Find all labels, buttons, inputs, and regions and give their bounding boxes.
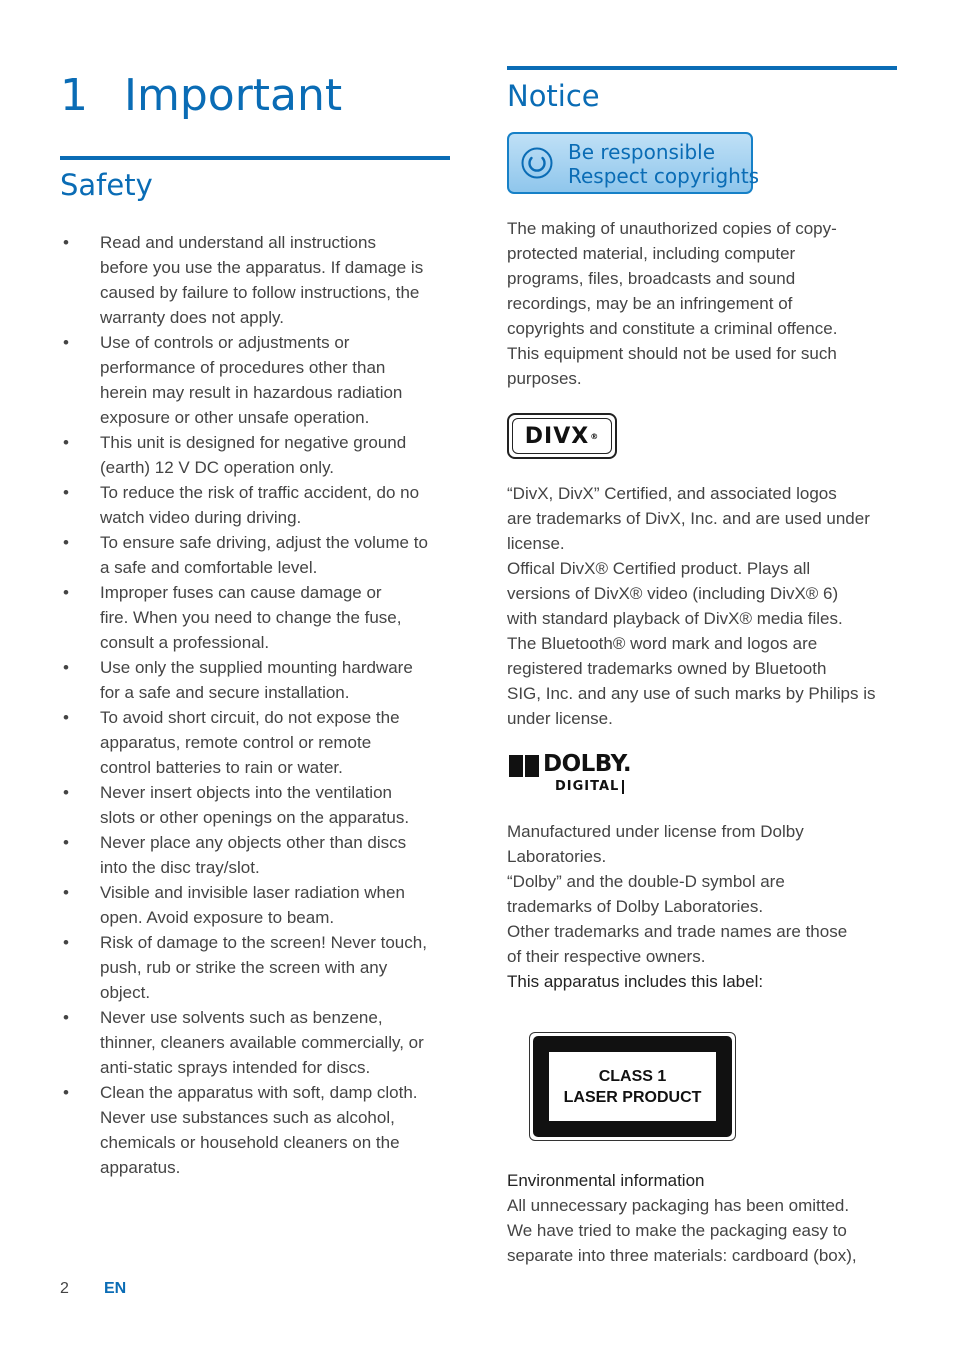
bullet: • (63, 433, 69, 452)
safety-item-line: Read and understand all instructions (100, 233, 376, 252)
safety-item (60, 1080, 450, 1180)
environmental-line: We have tried to make the packaging easy to (507, 1221, 847, 1240)
safety-item-line: Never place any objects other than discs (100, 833, 407, 852)
safety-rule (60, 156, 450, 160)
safety-item-line: anti-static sprays intended for discs. (100, 1058, 371, 1077)
safety-item-line: Clean the apparatus with soft, damp cloth. (100, 1083, 418, 1102)
safety-item-line: before you use the apparatus. If damage is (100, 258, 424, 277)
safety-item (60, 580, 450, 655)
right-column (507, 66, 897, 1268)
divx-line: registered trademarks owned by Bluetooth (507, 659, 827, 678)
safety-item-line: thinner, cleaners available commercially, or (100, 1033, 424, 1052)
dolby-line: Manufactured under license from Dolby (507, 822, 804, 841)
bullet: • (63, 583, 69, 602)
safety-item-line: apparatus, remote control or remote (100, 733, 372, 752)
bullet: • (63, 658, 69, 677)
safety-item (60, 705, 450, 780)
laser-label-line-2: LASER PRODUCT (563, 1088, 702, 1106)
safety-item-line: warranty does not apply. (100, 308, 284, 327)
dolby-logo-word: DOLBY. (543, 751, 632, 777)
bullet: • (63, 533, 69, 552)
safety-item-line: Risk of damage to the screen! Never touch, (100, 933, 427, 952)
safety-item-line: for a safe and secure installation. (100, 683, 350, 702)
bullet: • (63, 833, 69, 852)
dolby-line: “Dolby” and the double-D symbol are (507, 872, 785, 891)
double-d-icon (509, 755, 539, 777)
safety-item (60, 830, 450, 880)
safety-list (60, 230, 450, 1180)
divx-line: license. (507, 534, 565, 553)
copyright-line: purposes. (507, 369, 582, 388)
safety-item-line: To reduce the risk of traffic accident, do no (100, 483, 420, 502)
safety-item-line: push, rub or strike the screen with any (100, 958, 388, 977)
safety-item-line: This unit is designed for negative ground (100, 433, 407, 452)
copyright-line: The making of unauthorized copies of copy- (507, 219, 837, 238)
safety-item-line: exposure or other unsafe operation. (100, 408, 370, 427)
divx-line: under license. (507, 709, 613, 728)
dolby-logo (507, 751, 632, 797)
safety-item-line: Use only the supplied mounting hardware (100, 658, 413, 677)
safety-item (60, 230, 450, 330)
divx-line: SIG, Inc. and any use of such marks by Philips is (507, 684, 876, 703)
laser-label-line-1: CLASS 1 (598, 1067, 667, 1085)
safety-item (60, 780, 450, 830)
safety-item (60, 430, 450, 480)
bullet: • (63, 783, 69, 802)
divx-line: Offical DivX® Certified product. Plays all (507, 559, 811, 578)
safety-item-line: Visible and invisible laser radiation when (100, 883, 405, 902)
safety-item-line: Never use solvents such as benzene, (100, 1008, 383, 1027)
safety-item-line: herein may result in hazardous radiation (100, 383, 403, 402)
copyright-line: copyrights and constitute a criminal offence. (507, 319, 838, 338)
dolby-line: Laboratories. (507, 847, 607, 866)
dolby-logo-digital: DIGITAL (555, 780, 624, 794)
bullet: • (63, 883, 69, 902)
divx-paragraph (507, 481, 897, 731)
safety-item-line: open. Avoid exposure to beam. (100, 908, 335, 927)
safety-item (60, 330, 450, 430)
safety-item-line: slots or other openings on the apparatus. (100, 808, 410, 827)
bullet: • (63, 233, 69, 252)
safety-item-line: To ensure safe driving, adjust the volume to (100, 533, 428, 552)
safety-item (60, 530, 450, 580)
dolby-line: of their respective owners. (507, 947, 706, 966)
divx-line: versions of DivX® video (including DivX® 6) (507, 584, 839, 603)
safety-item-line: Improper fuses can cause damage or (100, 583, 382, 602)
safety-item-line: Never use substances such as alcohol, (100, 1108, 395, 1127)
bullet: • (63, 483, 69, 502)
divx-logo-text: DIVX (524, 423, 590, 449)
badge-line-1: Be responsible (568, 140, 716, 164)
safety-item (60, 655, 450, 705)
page-number: 2 (60, 1280, 69, 1297)
dolby-paragraph (507, 819, 897, 969)
safety-item-line: a safe and comfortable level. (100, 558, 318, 577)
chapter-number: 1 (60, 70, 88, 121)
power-icon (521, 147, 553, 179)
copyright-line: protected material, including computer (507, 244, 796, 263)
environmental-heading: Environmental information (507, 1171, 705, 1190)
safety-item (60, 480, 450, 530)
environmental-line: All unnecessary packaging has been omitted. (507, 1196, 850, 1215)
bullet: • (63, 333, 69, 352)
copyright-paragraph (507, 216, 897, 391)
safety-item-line: (earth) 12 V DC operation only. (100, 458, 335, 477)
safety-item (60, 930, 450, 1005)
notice-heading: Notice (507, 79, 600, 113)
safety-item-line: Use of controls or adjustments or (100, 333, 350, 352)
safety-item-line: chemicals or household cleaners on the (100, 1133, 400, 1152)
bullet: • (63, 933, 69, 952)
divx-line: are trademarks of DivX, Inc. and are used under (507, 509, 870, 528)
copyright-line: This equipment should not be used for such (507, 344, 837, 363)
copyright-badge (507, 132, 760, 194)
page-footer (60, 1280, 127, 1298)
divx-logo (507, 413, 617, 459)
laser-label (529, 1032, 736, 1141)
safety-item-line: Never insert objects into the ventilation (100, 783, 392, 802)
copyright-line: programs, files, broadcasts and sound (507, 269, 796, 288)
divx-line: The Bluetooth® word mark and logos are (507, 634, 818, 653)
dolby-line: Other trademarks and trade names are those (507, 922, 848, 941)
divx-logo-reg: ® (590, 431, 600, 441)
notice-rule (507, 66, 897, 70)
bullet: • (63, 708, 69, 727)
safety-item-line: caused by failure to follow instructions, the (100, 283, 420, 302)
badge-line-2: Respect copyrights (568, 164, 760, 188)
safety-heading: Safety (60, 168, 153, 202)
safety-item-line: object. (100, 983, 151, 1002)
copyright-line: recordings, may be an infringement of (507, 294, 793, 313)
bullet: • (63, 1008, 69, 1027)
environmental-line: separate into three materials: cardboard (box), (507, 1246, 857, 1265)
safety-item (60, 880, 450, 930)
safety-item-line: consult a professional. (100, 633, 270, 652)
safety-item-line: To avoid short circuit, do not expose the (100, 708, 400, 727)
language-code: EN (104, 1280, 127, 1297)
safety-item-line: control batteries to rain or water. (100, 758, 343, 777)
chapter-title (60, 70, 450, 132)
divx-line: “DivX, DivX” Certified, and associated logos (507, 484, 837, 503)
safety-item-line: watch video during driving. (100, 508, 302, 527)
bullet: • (63, 1083, 69, 1102)
safety-item-line: performance of procedures other than (100, 358, 386, 377)
label-intro: This apparatus includes this label: (507, 972, 764, 991)
safety-item-line: fire. When you need to change the fuse, (100, 608, 402, 627)
chapter-title-text: Important (124, 70, 343, 121)
safety-item-line: apparatus. (100, 1158, 181, 1177)
environmental-paragraph (507, 1193, 897, 1268)
safety-item-line: into the disc tray/slot. (100, 858, 260, 877)
dolby-line: trademarks of Dolby Laboratories. (507, 897, 764, 916)
left-column (60, 70, 450, 1180)
safety-item (60, 1005, 450, 1080)
divx-line: with standard playback of DivX® media files. (507, 609, 843, 628)
